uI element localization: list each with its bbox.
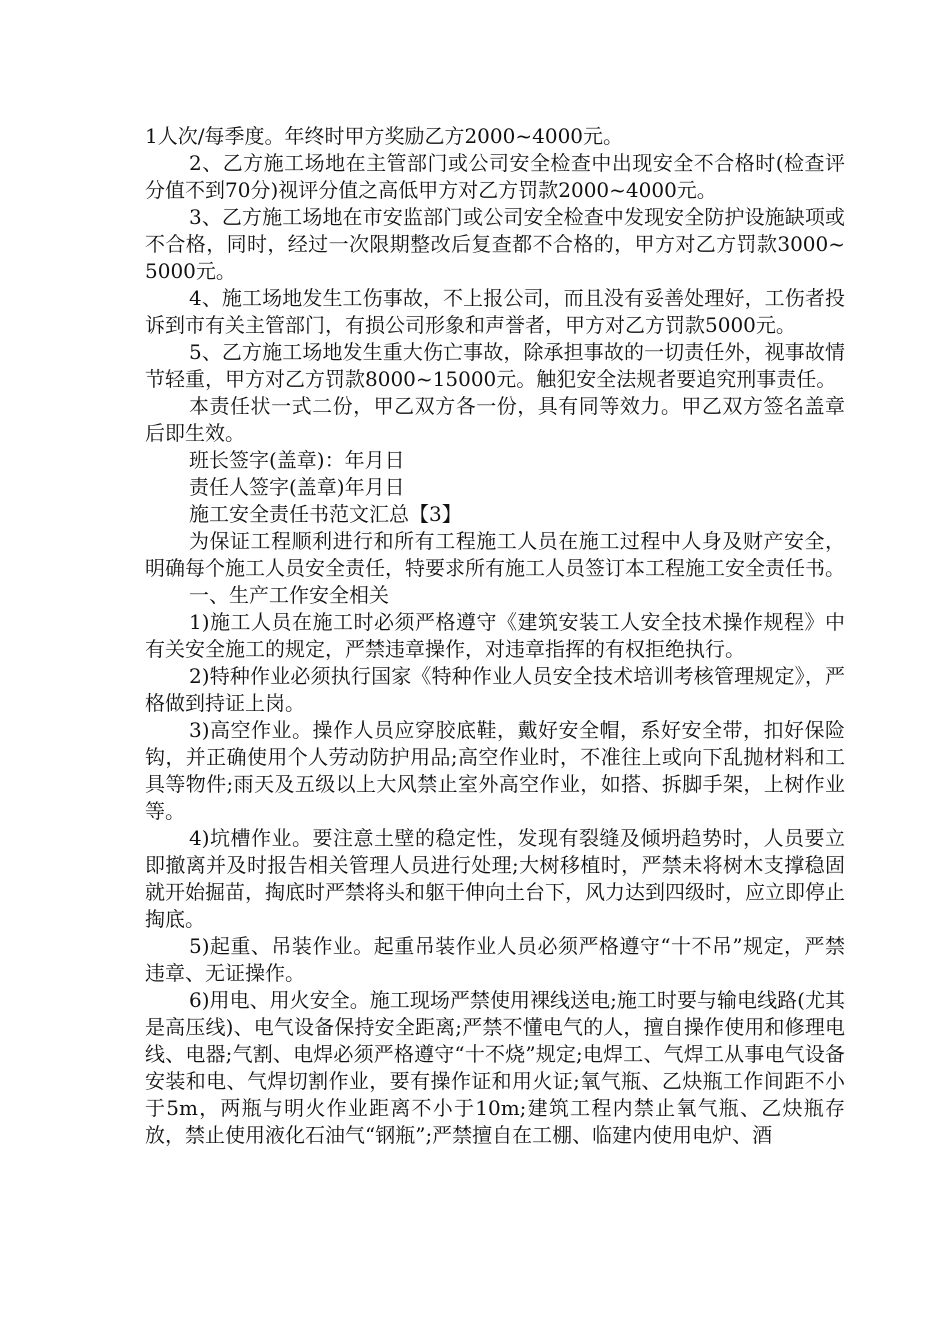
section-heading: 一、生产工作安全相关 <box>189 583 389 607</box>
paragraph: 2)特种作业必须执行国家《特种作业人员安全技术培训考核管理规定》，严格做到持证上岗。 <box>145 664 845 715</box>
paragraph: 6)用电、用火安全。施工现场严禁使用裸线送电;施工时要与输电线路(尤其是高压线)、电气设备保持安全距离;严禁不懂电气的人，擅自操作使用和修理电线、电器;气割、电焊必须严格遵守“十不烧”规定;电焊工、气焊工从事电气设备安装和电、气焊切割作业，要有操作证和用火证;氧气瓶、乙炔瓶工作间距不小于5m，两瓶与明火作业距离不小于10m;建筑工程内禁止氧气瓶、乙炔瓶存放，禁止使用液化石油气“钢瓶”;严禁擅自在工棚、临建内使用电炉、酒 <box>145 988 845 1147</box>
signature-line-responsible-person: 责任人签字(盖章)年月日 <box>189 475 405 499</box>
paragraph: 本责任状一式二份，甲乙双方各一份，具有同等效力。甲乙双方签名盖章后即生效。 <box>145 394 845 445</box>
paragraph: 为保证工程顺利进行和所有工程施工人员在施工过程中人身及财产安全，明确每个施工人员安全责任，特要求所有施工人员签订本工程施工安全责任书。 <box>145 529 845 580</box>
paragraph: 1人次/每季度。年终时甲方奖励乙方2000~4000元。 <box>145 124 624 148</box>
paragraph: 4)坑槽作业。要注意土壁的稳定性，发现有裂缝及倾坍趋势时，人员要立即撤离并及时报告相关管理人员进行处理;大树移植时，严禁未将树木支撑稳固就开始掘苗，掏底时严禁将头和躯干伸向土台下，风力达到四级时，应立即停止掏底。 <box>145 826 845 931</box>
paragraph: 2、乙方施工场地在主管部门或公司安全检查中出现安全不合格时(检查评分值不到70分)视评分值之高低甲方对乙方罚款2000~4000元。 <box>145 151 845 202</box>
paragraph: 5)起重、吊装作业。起重吊装作业人员必须严格遵守“十不吊”规定，严禁违章、无证操作。 <box>145 934 845 985</box>
paragraph: 1)施工人员在施工时必须严格遵守《建筑安装工人安全技术操作规程》中有关安全施工的规定，严禁违章操作，对违章指挥的有权拒绝执行。 <box>145 610 845 661</box>
paragraph: 4、施工场地发生工伤事故，不上报公司，而且没有妥善处理好，工伤者投诉到市有关主管部门，有损公司形象和声誉者，甲方对乙方罚款5000元。 <box>145 286 845 337</box>
document-body <box>145 123 845 1149</box>
paragraph: 5、乙方施工场地发生重大伤亡事故，除承担事故的一切责任外，视事故情节轻重，甲方对乙方罚款8000~15000元。触犯安全法规者要追究刑事责任。 <box>145 340 845 391</box>
signature-line-team-leader: 班长签字(盖章)：年月日 <box>189 448 405 472</box>
paragraph: 3、乙方施工场地在市安监部门或公司安全检查中发现安全防护设施缺项或不合格，同时，经过一次限期整改后复查都不合格的，甲方对乙方罚款3000~5000元。 <box>145 205 845 283</box>
paragraph: 3)高空作业。操作人员应穿胶底鞋，戴好安全帽，系好安全带，扣好保险钩，并正确使用个人劳动防护用品;高空作业时，不准往上或向下乱抛材料和工具等物件;雨天及五级以上大风禁止室外高空作业，如搭、拆脚手架，上树作业等。 <box>145 718 845 823</box>
section-title: 施工安全责任书范文汇总【3】 <box>189 502 462 526</box>
